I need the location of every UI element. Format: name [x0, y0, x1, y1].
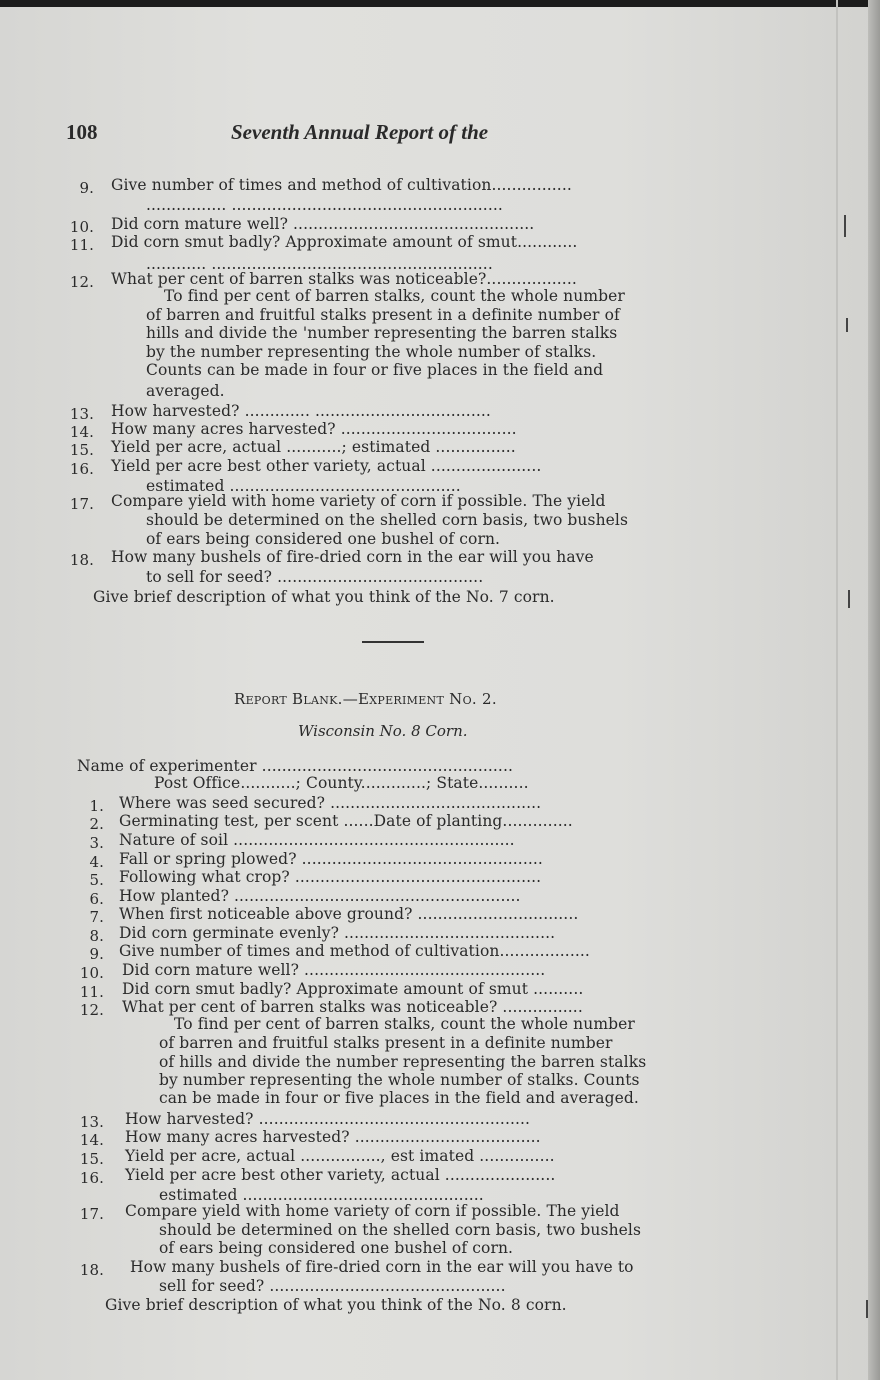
item-number: 9. — [89, 945, 104, 963]
item-text: Following what crop? ................................................. — [119, 868, 542, 886]
item-text: How many bushels of fire-dried corn in the ear will you have — [111, 548, 594, 566]
item-text: To find per cent of barren stalks, count the whole number — [164, 287, 625, 305]
item-text: Germinating test, per scent ......Date of planting.............. — [119, 812, 573, 830]
item-number: 14. — [69, 423, 94, 441]
item-number: 11. — [79, 983, 104, 1001]
item-text: Name of experimenter .................................................. — [77, 757, 514, 775]
item-text: How many acres harvested? ................................... — [111, 420, 517, 438]
item-text: What per cent of barren stalks was noticeable? ................ — [122, 998, 583, 1016]
page-header — [66, 120, 766, 150]
item-text: Give number of times and method of cultivation................ — [111, 176, 572, 194]
item-number: 8. — [89, 927, 104, 945]
item-number: 14. — [79, 1131, 104, 1149]
item-number: 13. — [79, 1113, 104, 1131]
item-text: estimated ................................................ — [159, 1186, 484, 1204]
item-number: 3. — [89, 834, 104, 852]
item-text: should be determined on the shelled corn basis, two bushels — [159, 1221, 642, 1239]
item-number: 17. — [79, 1205, 104, 1223]
item-text: Nature of soil ........................................................ — [119, 831, 515, 849]
item-number: 7. — [89, 908, 104, 926]
item-text: How many acres harvested? ..................................... — [125, 1128, 541, 1146]
corn-variety-title: Wisconsin No. 8 Corn. — [298, 722, 468, 740]
item-text: Did corn mature well? ................................................ — [122, 961, 546, 979]
item-text: of hills and divide the number representing the barren stalks — [159, 1053, 647, 1071]
item-text: How harvested? ............. ................................... — [111, 402, 491, 420]
page-right-edge — [868, 0, 880, 1380]
item-text: How harvested? ...................................................... — [125, 1110, 531, 1128]
item-text: When first noticeable above ground? ................................ — [119, 905, 579, 923]
item-text: ............ ........................................................ — [146, 255, 493, 273]
item-number: 4. — [89, 853, 104, 871]
item-number: 17. — [69, 495, 94, 513]
item-text: of barren and fruitful stalks present in a definite number — [159, 1034, 613, 1052]
item-text: hills and divide the 'number representing the barren stalks — [146, 324, 618, 342]
item-text: of ears being considered one bushel of corn. — [159, 1239, 514, 1257]
page-fold-line — [836, 0, 838, 1380]
item-text: by number representing the whole number of stalks. Counts — [159, 1071, 640, 1089]
item-text: Yield per acre, actual ...........; estimated ................ — [111, 438, 516, 456]
item-text: Give brief description of what you think of the No. 7 corn. — [93, 588, 555, 606]
item-text: How planted? ......................................................... — [119, 887, 521, 905]
item-number: 5. — [89, 871, 104, 889]
item-text: Counts can be made in four or five places in the field and — [146, 361, 604, 379]
item-number: 12. — [79, 1001, 104, 1019]
item-number: 16. — [69, 460, 94, 478]
item-text: Did corn germinate evenly? .......................................... — [119, 924, 556, 942]
item-number: 10. — [79, 964, 104, 982]
item-text: of ears being considered one bushel of corn. — [146, 530, 501, 548]
item-text: Where was seed secured? .......................................... — [119, 794, 542, 812]
report-blank-title: Report Blank.—Experiment No. 2. — [234, 690, 497, 708]
item-text: estimated .............................................. — [146, 477, 461, 495]
item-number: 2. — [89, 815, 104, 833]
item-text: to sell for seed? ......................................... — [146, 568, 484, 586]
margin-mark — [846, 318, 848, 332]
item-number: 10. — [69, 218, 94, 236]
item-text: How many bushels of fire-dried corn in the ear will you have to — [130, 1258, 634, 1276]
item-text: Yield per acre best other variety, actual ...................... — [111, 457, 542, 475]
item-number: 16. — [79, 1169, 104, 1187]
running-head: Seventh Annual Report of the — [231, 120, 489, 144]
item-text: Did corn mature well? ................................................ — [111, 215, 535, 233]
item-text: Compare yield with home variety of corn if possible. The yield — [111, 492, 606, 510]
item-number: 1. — [89, 797, 104, 815]
item-number: 11. — [69, 236, 94, 254]
item-text: Fall or spring plowed? ................................................ — [119, 850, 543, 868]
item-text: What per cent of barren stalks was noticeable?.................. — [111, 270, 577, 288]
item-text: averaged. — [146, 382, 225, 400]
item-text: Give brief description of what you think of the No. 8 corn. — [105, 1296, 567, 1314]
item-number: 13. — [69, 405, 94, 423]
item-text: Yield per acre, actual ................, est imated ............... — [125, 1147, 555, 1165]
item-number: 9. — [79, 179, 94, 197]
margin-mark — [844, 215, 846, 237]
item-number: 15. — [79, 1150, 104, 1168]
item-text: Did corn smut badly? Approximate amount of smut............ — [111, 233, 578, 251]
section-divider — [362, 641, 424, 643]
margin-mark — [848, 590, 850, 608]
item-text: ................ ...................................................... — [146, 196, 503, 214]
item-text: Post Office...........; County.............; State.......... — [154, 774, 529, 792]
item-number: 18. — [69, 551, 94, 569]
page-top-edge — [0, 0, 880, 7]
item-text: by the number representing the whole number of stalks. — [146, 343, 597, 361]
item-number: 6. — [89, 890, 104, 908]
item-text: Give number of times and method of cultivation.................. — [119, 942, 590, 960]
item-text: Compare yield with home variety of corn if possible. The yield — [125, 1202, 620, 1220]
item-number: 18. — [79, 1261, 104, 1279]
page-number: 108 — [66, 120, 98, 144]
item-text: of barren and fruitful stalks present in a definite number of — [146, 306, 620, 324]
item-text: To find per cent of barren stalks, count the whole number — [174, 1015, 635, 1033]
item-number: 15. — [69, 441, 94, 459]
item-text: Did corn smut badly? Approximate amount of smut .......... — [122, 980, 584, 998]
item-text: Yield per acre best other variety, actual ...................... — [125, 1166, 556, 1184]
item-text: sell for seed? ............................................... — [159, 1277, 506, 1295]
item-text: should be determined on the shelled corn basis, two bushels — [146, 511, 629, 529]
item-text: can be made in four or five places in the field and averaged. — [159, 1089, 639, 1107]
margin-mark — [866, 1300, 868, 1318]
item-number: 12. — [69, 273, 94, 291]
